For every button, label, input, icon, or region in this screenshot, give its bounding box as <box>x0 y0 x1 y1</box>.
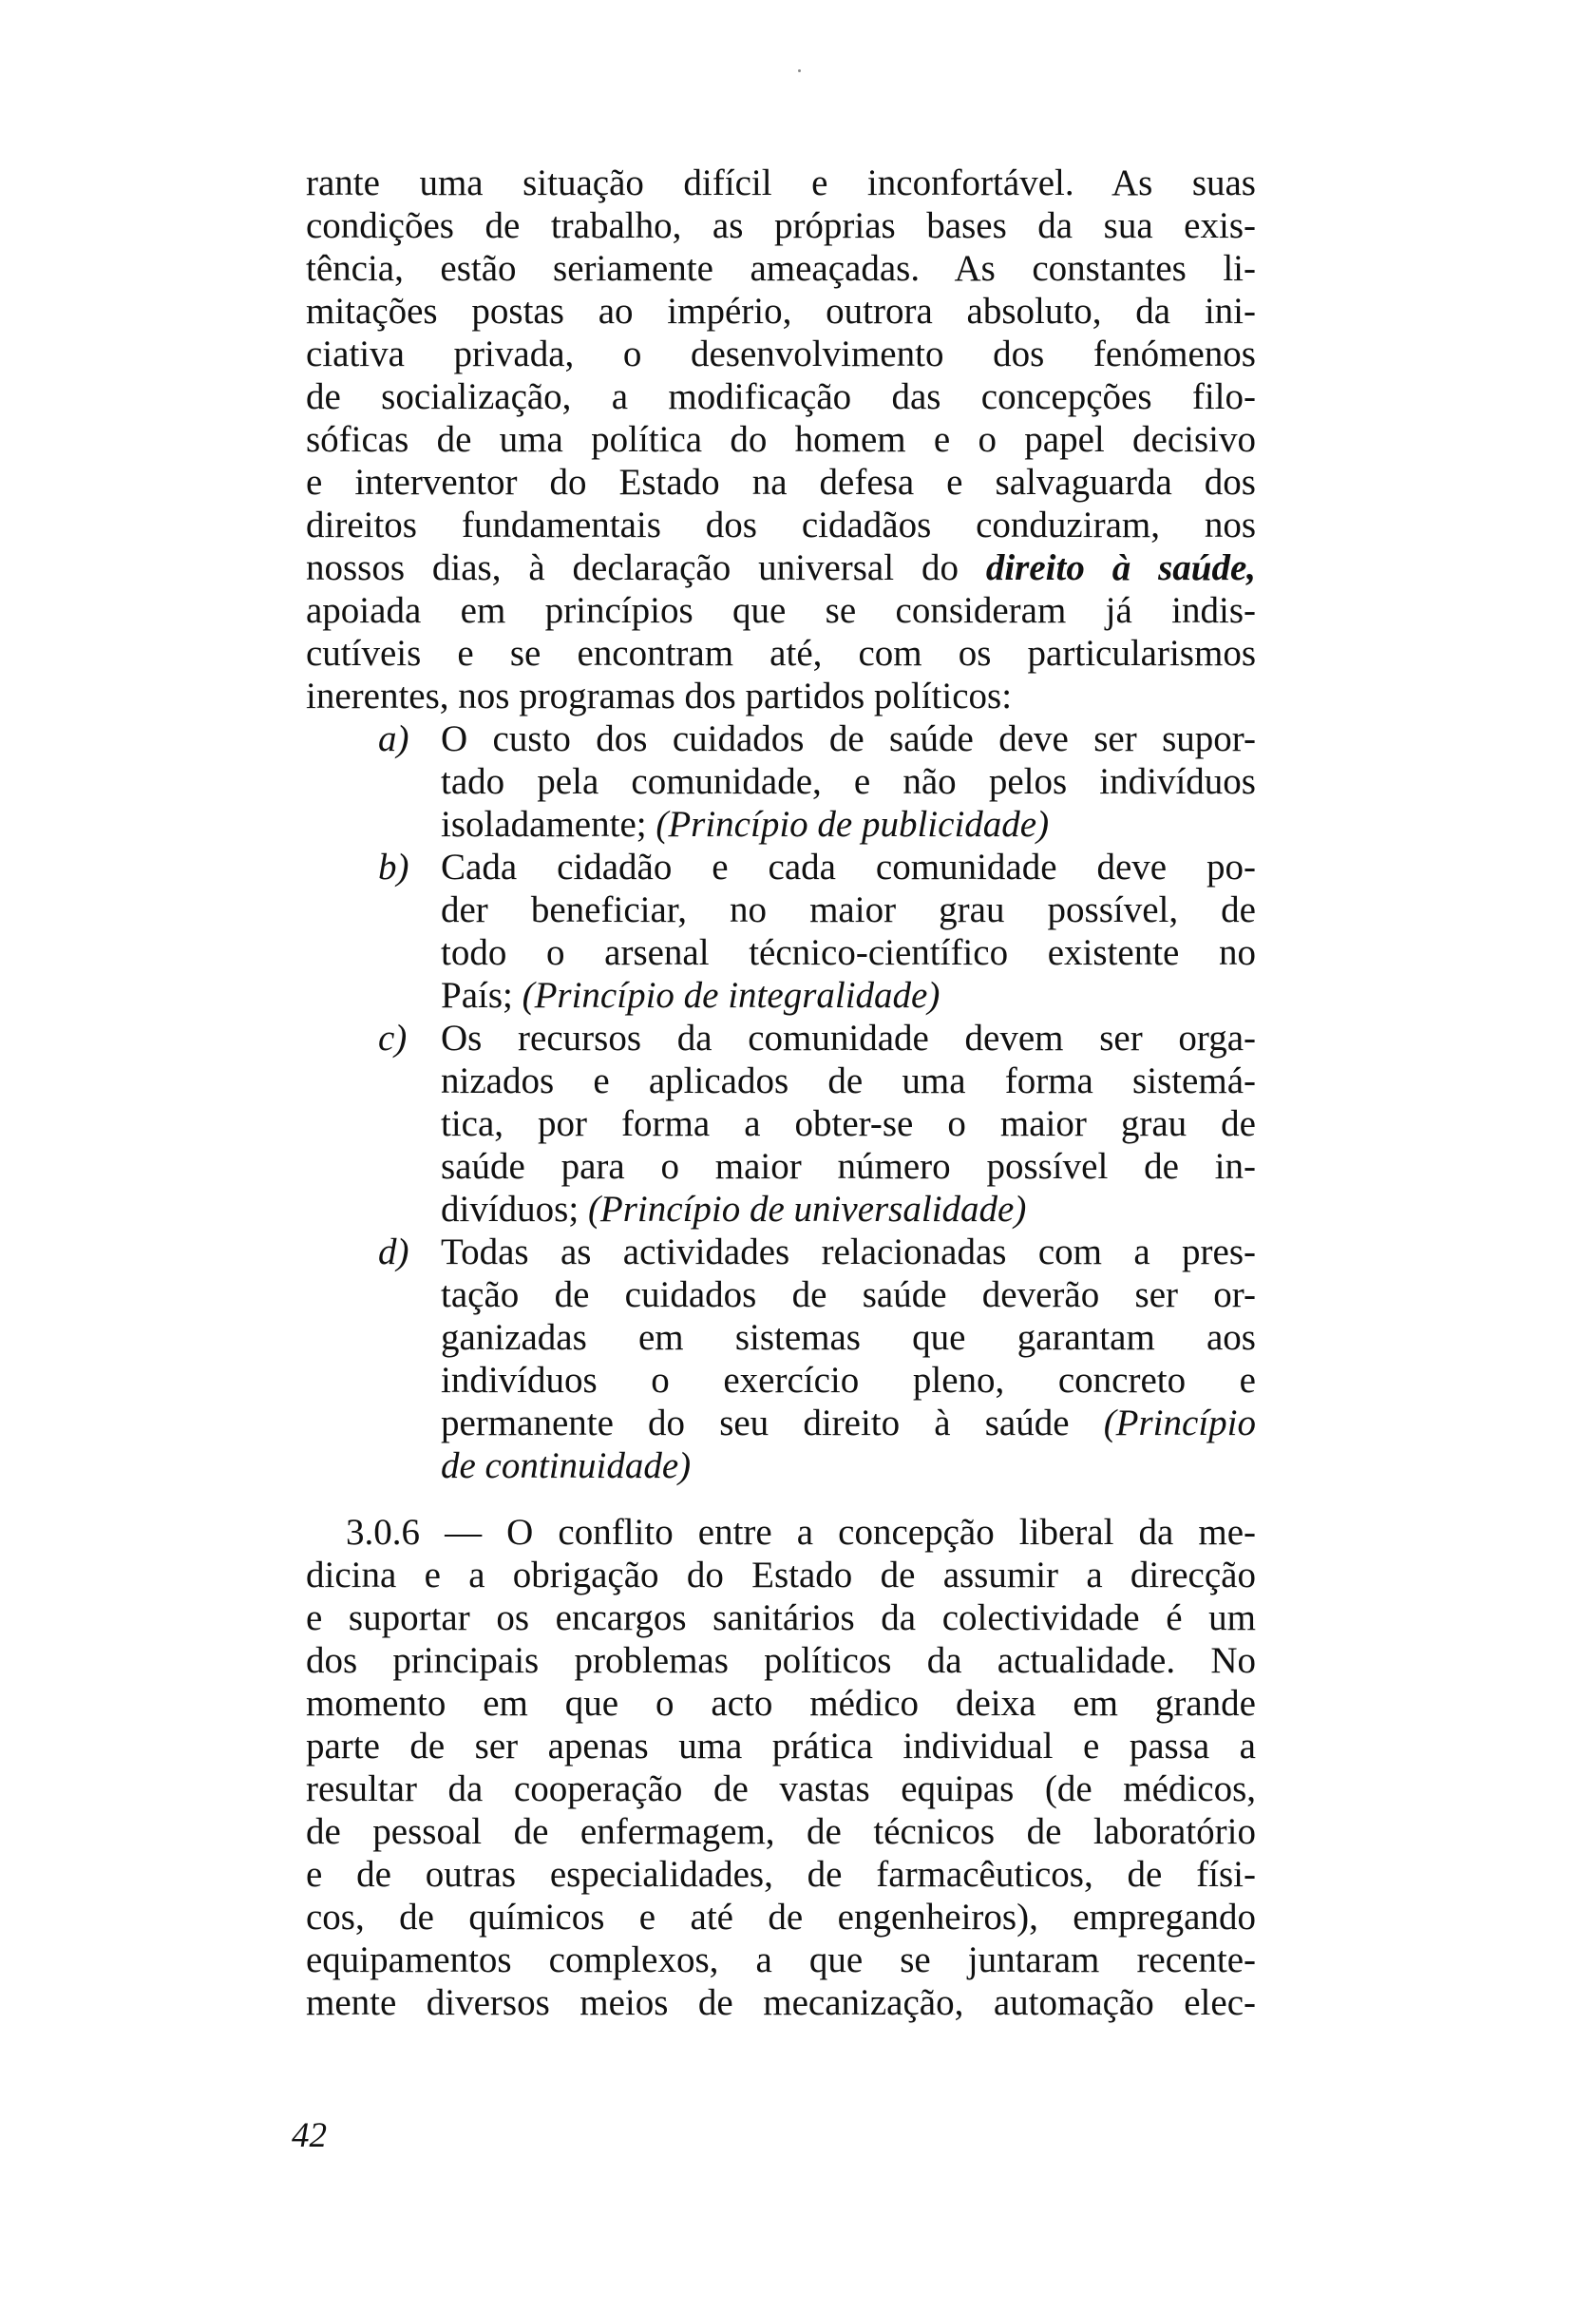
text-line: inerentes, nos programas dos partidos políticos: <box>306 676 1013 716</box>
page-number: 42 <box>292 2116 327 2155</box>
list-marker: c) <box>378 1018 408 1059</box>
list-marker: b) <box>378 847 409 888</box>
text-line: de socialização, a modificação das concepções filo- <box>306 376 1256 417</box>
text-line: condições de trabalho, as próprias bases da sua exis- <box>306 205 1256 246</box>
text-line: sóficas de uma política do homem e o papel decisivo <box>306 419 1256 460</box>
text-line: ciativa privada, o desenvolvimento dos fenómenos <box>306 334 1256 374</box>
principle-text <box>441 1231 1256 1487</box>
section-first-line: 3.0.6 — O conflito entre a concepção liberal da me- <box>346 1512 1256 1553</box>
text-line: Todas as actividades relacionadas com a pres- <box>441 1232 1256 1272</box>
text-line: Cada cidadão e cada comunidade deve po- <box>441 847 1256 888</box>
section-3-0-6-paragraph <box>306 1511 1256 2024</box>
text-run: País; <box>441 975 522 1016</box>
principle-label: (Princípio <box>1103 1403 1256 1443</box>
text-line: cos, de químicos e até de engenheiros), empregando <box>306 1897 1256 1938</box>
text-line: momento em que o acto médico deixa em grande <box>306 1683 1256 1724</box>
text-line: tência, estão seriamente ameaçadas. As constantes li- <box>306 248 1256 289</box>
text-line <box>441 803 1256 846</box>
text-line: tado pela comunidade, e não pelos indivíduos <box>441 761 1256 802</box>
text-line: parte de ser apenas uma prática individual e passa a <box>306 1726 1256 1767</box>
text-line <box>306 546 1256 589</box>
text-line: e interventor do Estado na defesa e salvaguarda dos <box>306 462 1256 503</box>
text-line: direitos fundamentais dos cidadãos conduziram, nos <box>306 505 1256 545</box>
text-run: isoladamente; <box>441 804 656 845</box>
text-line: de pessoal de enfermagem, de técnicos de laboratório <box>306 1811 1256 1852</box>
text-line: O custo dos cuidados de saúde deve ser supor- <box>441 718 1256 759</box>
text-line: dos principais problemas políticos da actualidade. No <box>306 1640 1256 1681</box>
text-line: todo o arsenal técnico-científico existente no <box>441 932 1256 973</box>
list-marker: a) <box>378 718 409 759</box>
principle-text <box>441 1017 1256 1231</box>
print-speck <box>798 69 801 72</box>
text-run: nossos dias, à declaração universal do <box>306 547 986 588</box>
text-line: cutíveis e se encontram até, com os particularismos <box>306 633 1256 674</box>
text-line: indivíduos o exercício pleno, concreto e <box>441 1360 1256 1401</box>
text-line: equipamentos complexos, a que se juntaram recente- <box>306 1939 1256 1980</box>
principle-text <box>441 846 1256 1017</box>
text-line: e de outras especialidades, de farmacêuticos, de físi- <box>306 1854 1256 1895</box>
text-line: tação de cuidados de saúde deverão ser or- <box>441 1274 1256 1315</box>
principle-label: (Princípio de universalidade) <box>587 1189 1027 1230</box>
text-line: apoiada em princípios que se consideram já indis- <box>306 590 1256 631</box>
principle-label: de continuidade) <box>441 1445 692 1486</box>
text-line: nizados e aplicados de uma forma sistemá- <box>441 1060 1256 1101</box>
emphasis-direito-a-saude: direito à saúde, <box>985 547 1257 588</box>
text-line: mitações postas ao império, outrora absoluto, da ini- <box>306 291 1256 332</box>
principle-label: (Princípio de publicidade) <box>656 804 1050 845</box>
text-line: ganizadas em sistemas que garantam aos <box>441 1317 1256 1358</box>
text-line: saúde para o maior número possível de in- <box>441 1146 1256 1187</box>
text-line: mente diversos meios de mecanização, automação elec- <box>306 1982 1256 2023</box>
text-line <box>441 1188 1256 1231</box>
text-line: e suportar os encargos sanitários da colectividade é um <box>306 1597 1256 1638</box>
list-marker: d) <box>378 1232 409 1272</box>
principle-label: (Princípio de integralidade) <box>522 975 940 1016</box>
intro-paragraph <box>306 162 1256 717</box>
text-run: permanente do seu direito à saúde <box>441 1403 1104 1443</box>
text-line: der beneficiar, no maior grau possível, de <box>441 889 1256 930</box>
text-line: tica, por forma a obter-se o maior grau de <box>441 1103 1256 1144</box>
text-run: divíduos; <box>441 1189 588 1230</box>
text-line: dicina e a obrigação do Estado de assumir a direcção <box>306 1555 1256 1595</box>
text-line <box>441 974 1256 1017</box>
text-line: Os recursos da comunidade devem ser orga- <box>441 1018 1256 1059</box>
text-line: resultar da cooperação de vastas equipas (de médicos, <box>306 1768 1256 1809</box>
principle-text <box>441 717 1256 846</box>
text-line <box>441 1402 1256 1444</box>
text-line: rante uma situação difícil e inconfortável. As suas <box>306 162 1256 203</box>
